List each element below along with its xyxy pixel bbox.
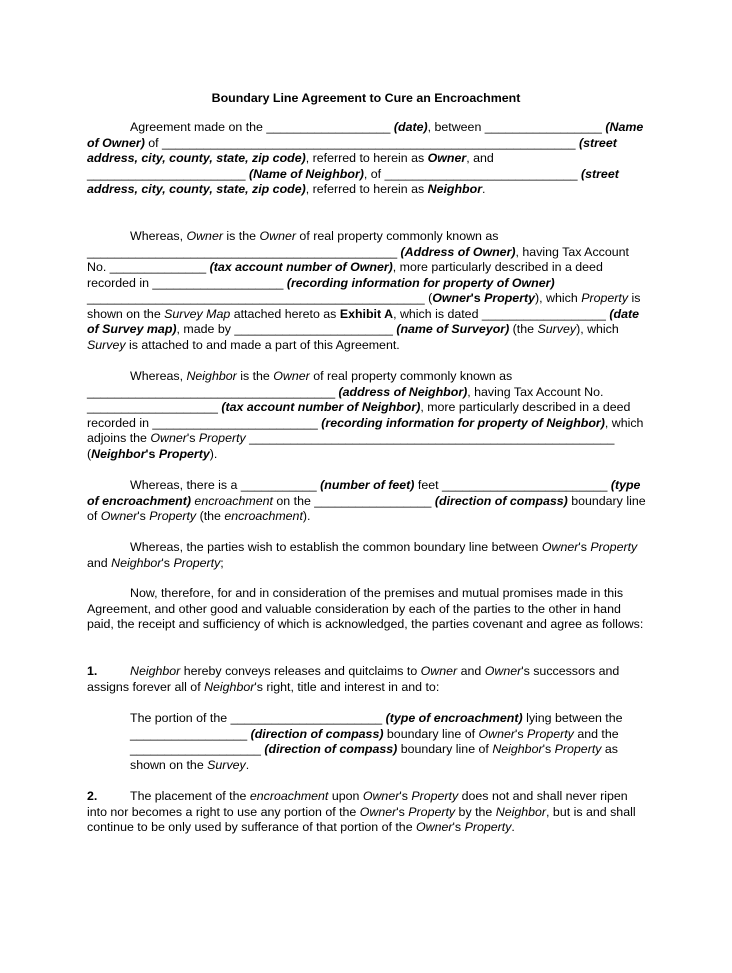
- paragraph-parties: Agreement made on the __________________ (date), between _________________ (Name of Owner) of ____________________________________________________________ (street address, city, county, state, zip code), referred to herein as Owner, and _______________________ (Name of Neighbor), of ____________________________ (street address, city, county, state, zip code), referred to herein as Neighbor.: [87, 120, 644, 196]
- paragraph-encroachment: Whereas, there is a ___________ (number of feet) feet ________________________ (type of encroachment) encroachment on the _________________ (direction of compass) boundary line of Owner's Property (the encroachment).: [87, 478, 646, 523]
- paragraph-consideration: Now, therefore, for and in consideration of the premises and mutual promises made in this Agreement, and other good and valuable consideration by each of the parties to the other in hand paid, the receipt and sufficiency of which is acknowledged, the parties covenant and agree as follows:: [87, 586, 644, 631]
- section-number: 2.: [87, 789, 98, 803]
- section-number: 1.: [87, 664, 98, 678]
- document-title: Boundary Line Agreement to Cure an Encroachment: [211, 91, 521, 105]
- paragraph-neighbor-property: Whereas, Neighbor is the Owner of real property commonly known as ____________________________________ (address of Neighbor), having Tax Account No. ___________________ (tax account number of Neighbor), more particularly described in a deed recorded in ________________________ (recording information for property of Neighbor), which adjoins the Owner's Property _____________________________________________________ (Neighbor's Property).: [87, 369, 644, 461]
- section-1: 1. Neighbor hereby conveys releases and quitclaims to Owner and Owner's successors and assigns forever all of Neighbor's right, title and interest in and to:: [87, 664, 620, 694]
- section-2: 2. The placement of the encroachment upon Owner's Property does not and shall never ripen into nor becomes a right to use any portion of the Owner's Property by the Neighbor, but is and shall continue to be only used by sufferance of that portion of the Owner's Property.: [87, 789, 636, 834]
- paragraph-intent: Whereas, the parties wish to establish the common boundary line between Owner's Property and Neighbor's Property;: [87, 540, 638, 570]
- section-1-conveyed-portion: The portion of the ______________________ (type of encroachment) lying between the _________________ (direction of compass) boundary line of Owner's Property and the ___________________ (direction of compass) boundary line of Neighbor's Property as shown on the Survey.: [130, 711, 623, 772]
- paragraph-owner-property: Whereas, Owner is the Owner of real property commonly known as _____________________________________________ (Address of Owner), having Tax Account No. ______________ (tax account number of Owner), more particularly described in a deed recorded in ___________________ (recording information for property of Owner) _________________________________________________ (Owner's Property), which Property is shown on the Survey Map attached hereto as Exhibit A, which is dated __________________ (date of Survey map), made by _______________________ (name of Surveyor) (the Survey), which Survey is attached to and made a part of this Agreement.: [87, 229, 641, 352]
